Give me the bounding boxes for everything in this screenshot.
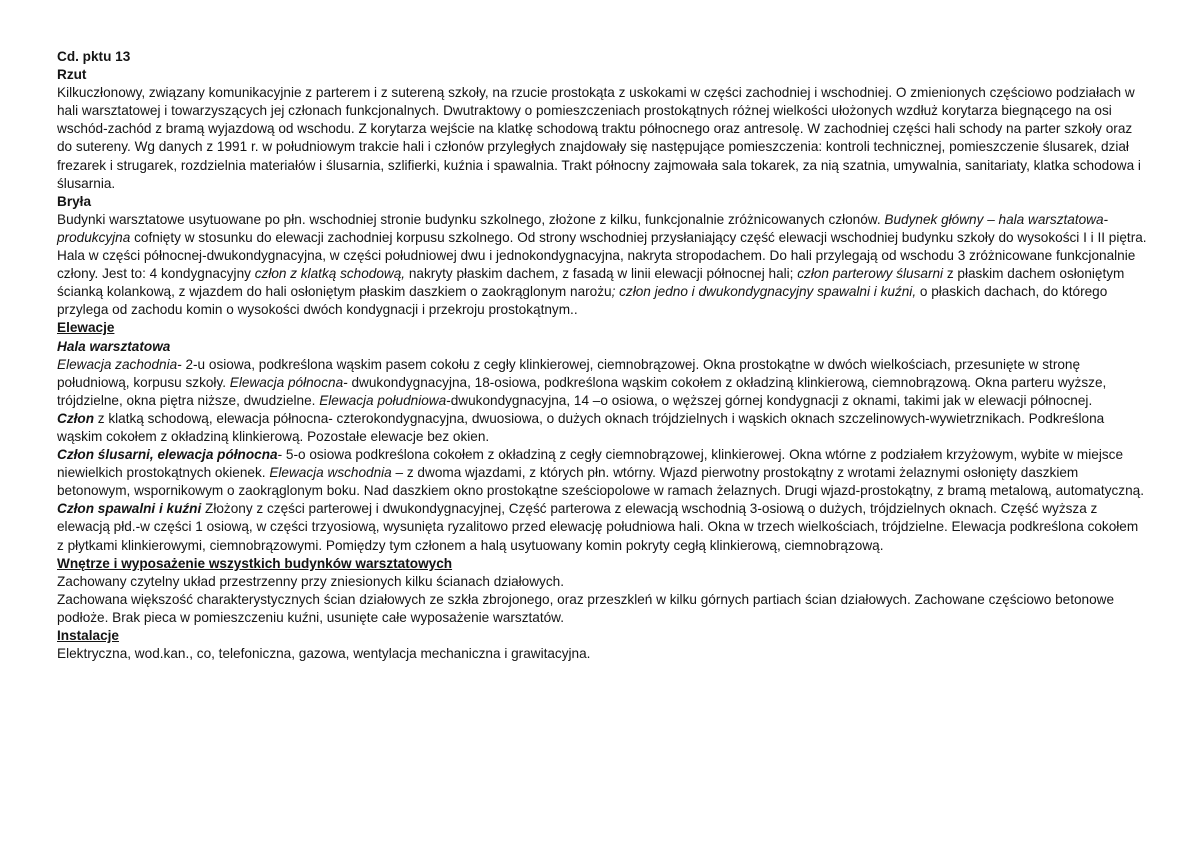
slusarni-text-1: - 5-o osiowa podkreślona cokołem z okładziną z cegły ciemnobrązowej, klinkierowej. Okna wtórne z podziałem krzyżowym, wybite w miejsce niewielkich prostokątnych okienek. [57, 447, 1124, 481]
subheading-hala-warsztatowa: Hala warsztatowa [57, 338, 171, 354]
hala-italic-2: Elewacja północna- [229, 374, 348, 390]
section-heading-instalacje: Instalacje [57, 628, 119, 643]
bryla-text-3: nakryty płaskim dachem, z fasadą w linii elewacji północnej hali; [405, 266, 798, 282]
bryla-italic-3: człon parterowy ślusarni [797, 266, 944, 282]
section-heading-bryla: Bryła [57, 193, 92, 209]
paragraph-wnetrze-2: Zachowana większość charakterystycznych ścian działowych ze szkła zbrojonego, oraz przeszkleń w kilku górnych partiach ścian działowych. Zachowane częściowo betonowe podłoże. Brak pieca w pomieszczeniu kuźni, usunięte całe wyposażenie warsztatów. [57, 591, 1115, 625]
spawalni-text: Złożony z części parterowej i dwukondygnacyjnej, Część parterowa z elewacją wschodnią 3-osiową o dużych, trójdzielnych oknach. Część wyższa z elewacją płd.-w części 1 osiową, w części trzyosiową, wysunięta ryzalitowo przed elewację południowa hali. Okna w trzech wielkościach, trójdzielne. Elewacja podkreślona cokołem z płytkami klinkierowymi, ciemnobrązowymi. Pomiędzy tym członem a halą usytuowany komin pokryty cegłą klinkierową, ciemnobrązową. [57, 501, 1139, 553]
bryla-text-4: z płaskim dachem osłoniętym ścianką kolankową, z wjazdem do hali osłoniętym płaskim daszkiem o zaokrąglonym narożu [57, 266, 1125, 300]
paragraph-czlon-slusarni [57, 446, 1147, 500]
spawalni-label: Człon spawalni i kuźni [57, 501, 202, 517]
paragraph-bryla [57, 211, 1147, 320]
slusarni-text-2: – z dwoma wjazdami, z których płn. wtórny. Wjazd pierwotny prostokątny z wrotami żelaznymi osłonięty daszkiem betonowym, wspornikowym o zaokrąglonym boku. Nad daszkiem okno prostokątne sześciopolowe w ramach żelaznych. Drugi wjazd-prostokątny, z bramą metalową, automatyczną. [57, 465, 1144, 499]
hala-italic-1: Elewacja zachodnia- [57, 356, 182, 372]
hala-text-3: -dwukondygnacyjna, 14 –o osiowa, o węższej górnej kondygnacji z oknami, takimi jak w elewacji północnej. [446, 392, 1093, 408]
bryla-text-2: cofnięty w stosunku do elewacji zachodniej korpusu szkolnego. Od strony wschodniej przysłaniający część elewacji wschodniej budynku szkoły do wysokości I i II piętra. Hala w części północnej-dwukondygnacyjna, w części południowej dwu i jednokondygnacyjna, nakryta stropodachem. Do hali przylegają od wschodu 3 zróżnicowane funkcjonalnie człony. Jest to: 4 kondygnacyjny [57, 229, 1147, 282]
paragraph-hala [57, 356, 1147, 410]
document-title: Cd. pktu 13 [57, 49, 131, 64]
czlon-label: Człon [57, 410, 94, 426]
paragraph-wnetrze-1: Zachowany czytelny układ przestrzenny przy zniesionych kilku ścianach działowych. [57, 573, 564, 589]
bryla-text-5: o płaskich dachach, do którego przylega od zachodu komin o wysokości dwóch kondygnacji i przekroju prostokątnym.. [57, 284, 1108, 318]
document-body [57, 48, 1147, 663]
section-heading-elewacje: Elewacje [57, 320, 115, 336]
czlon-text: z klatką schodową, elewacja północna- czterokondygnacyjna, dwuosiowa, o dużych oknach trójdzielnych i wąskich oknach szczelinowych-wywietrznikach. Podkreślona wąskim cokołem z okładziną klinkierową. Pozostałe elewacje bez okien. [57, 410, 1105, 444]
paragraph-czlon-spawalni [57, 500, 1147, 554]
section-heading-rzut: Rzut [57, 67, 87, 83]
hala-italic-3: Elewacja południowa [319, 392, 447, 408]
slusarni-label: Człon ślusarni, elewacja północna [57, 447, 278, 463]
paragraph-rzut: Kilkuczłonowy, związany komunikacyjnie z parterem i z sutereną szkoły, na rzucie prostokąta z uskokami w części zachodniej i wschodniej. O zmienionych częściowo podziałach w hali warsztatowej i towarzyszących jej członach funkcjonalnych. Dwutraktowy o pomieszczeniach prostokątnych różnej wielkości ułożonych wzdłuż korytarza biegnącego na osi wschód-zachód z bramą wyjazdową od wschodu. Z korytarza wejście na klatkę schodową traktu północnego oraz antresolę. W zachodniej części hali schody na parter szkoły oraz do sutereny. Wg danych z 1991 r. w południowym trakcie hali i członów przyległych znajdowały się następujące pomieszczenia: kontroli technicznej, pomieszczenie ślusarek, dział frezarek i strugarek, rozdzielnia materiałów i ślusarnia, szlifierki, kuźnia i spawalnia. Trakt północny zajmowała sala tokarek, za nią szatnia, umywalnia, sanitariaty, klatka schodowa i ślusarnia. [57, 85, 1141, 191]
hala-text-2: dwukondygnacyjna, 18-osiowa, podkreślona wąskim cokołem z okładziną klinkierową, ciemnobrązową. Okna parteru wyższe, trójdzielne, okna piętra niższe, dwudzielne. [57, 374, 1107, 408]
bryla-italic-4: ; człon jedno i dwukondygnacyjny spawalni i kuźni, [611, 284, 917, 300]
paragraph-instalacje: Elektryczna, wod.kan., co, telefoniczna, gazowa, wentylacja mechaniczna i grawitacyjna. [57, 646, 591, 662]
section-heading-wnetrze: Wnętrze i wyposażenie wszystkich budynków warsztatowych [57, 555, 453, 571]
bryla-italic-1: Budynek główny – hala warsztatowa-produkcyjna [57, 211, 1109, 245]
bryla-italic-2: człon z klatką schodową, [254, 266, 406, 282]
paragraph-czlon-klatka [57, 410, 1147, 446]
slusarni-italic-1: Elewacja wschodnia [269, 465, 392, 481]
hala-text-1: 2-u osiowa, podkreślona wąskim pasem cokołu z cegły klinkierowej, ciemnobrązowej. Okna prostokątne w dwóch wielkościach, przesunięte w stronę południową, korpusu szkoły. [57, 356, 1081, 390]
bryla-text-1: Budynki warsztatowe usytuowane po płn. wschodniej stronie budynku szkolnego, złożone z kilku, funkcjonalnie zróżnicowanych członów. [57, 211, 885, 227]
